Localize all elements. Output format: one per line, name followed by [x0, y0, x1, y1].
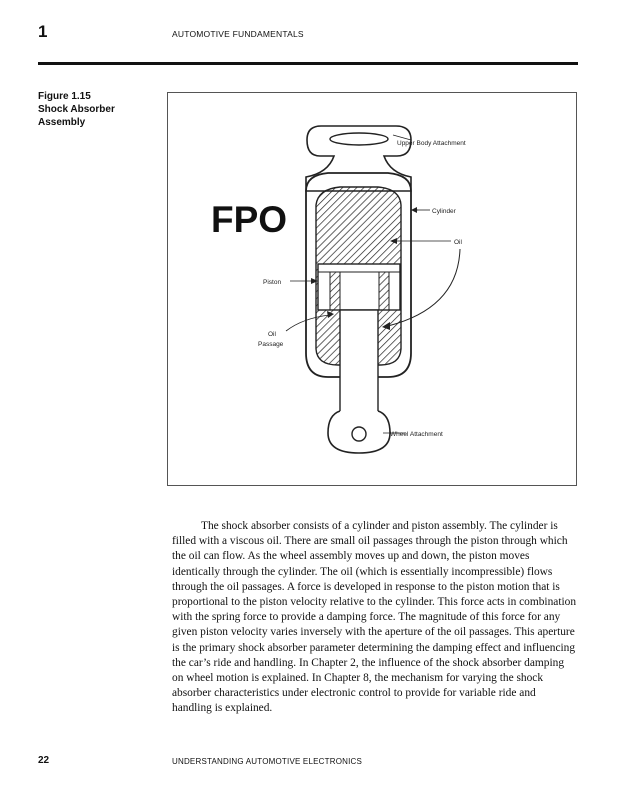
- chapter-number: 1: [38, 22, 48, 41]
- fpo-placeholder: FPO: [211, 199, 288, 240]
- label-oil: Oil: [454, 239, 462, 246]
- body-paragraph: [172, 519, 578, 717]
- footer-book-title: UNDERSTANDING AUTOMOTIVE ELECTRONICS: [172, 757, 363, 766]
- label-oil-passage-line1: Oil: [268, 331, 276, 338]
- running-head: AUTOMOTIVE FUNDAMENTALS: [172, 29, 304, 39]
- figure-caption: [38, 90, 148, 129]
- caption-title-line2: Assembly: [38, 117, 86, 128]
- label-cylinder: Cylinder: [432, 208, 456, 215]
- shock-absorber-diagram: [168, 93, 576, 485]
- label-wheel: Wheel Attachment: [390, 431, 443, 438]
- footer-page-number: 22: [38, 755, 50, 766]
- oil-passage-right: [379, 272, 389, 310]
- body-paragraph-text: The shock absorber consists of a cylinder and piston assembly. The cylinder is filled with a viscous oil. There are small oil passages through the piston through which the oil can flow. As the wheel assembly moves up and down, the piston moves identically through the cylinder. The oil (which is essentially incompressible) flows through the oil passages. A force is developed in response to the piston motion that is proportional to the piston velocity relative to the cylinder. This force acts in combination with the spring force to provide a damping force. The magnitude of this force for any given piston velocity varies inversely with the aperture of the oil passages. This aperture is the primary shock absorber parameter determining the damping effect and influencing the car’s ride and handling. In Chapter 2, the influence of the shock absorber damping on wheel motion is explained. In Chapter 8, the mechanism for varying the shock absorber characteristics under electronic control to provide for variable ride and handling is explained.: [172, 520, 577, 715]
- caption-title-line1: Shock Absorber: [38, 104, 115, 115]
- label-upper-body: Upper Body Attachment: [397, 140, 466, 147]
- top-rule: [38, 62, 578, 65]
- figure-box: [167, 92, 577, 486]
- upper-attachment-hole: [330, 133, 388, 145]
- label-piston: Piston: [263, 279, 282, 286]
- oil-passage-left: [330, 272, 340, 310]
- label-oil-passage-line2: Passage: [258, 341, 284, 348]
- caption-figure-number: Figure 1.15: [38, 91, 91, 102]
- wheel-attachment: [328, 411, 390, 453]
